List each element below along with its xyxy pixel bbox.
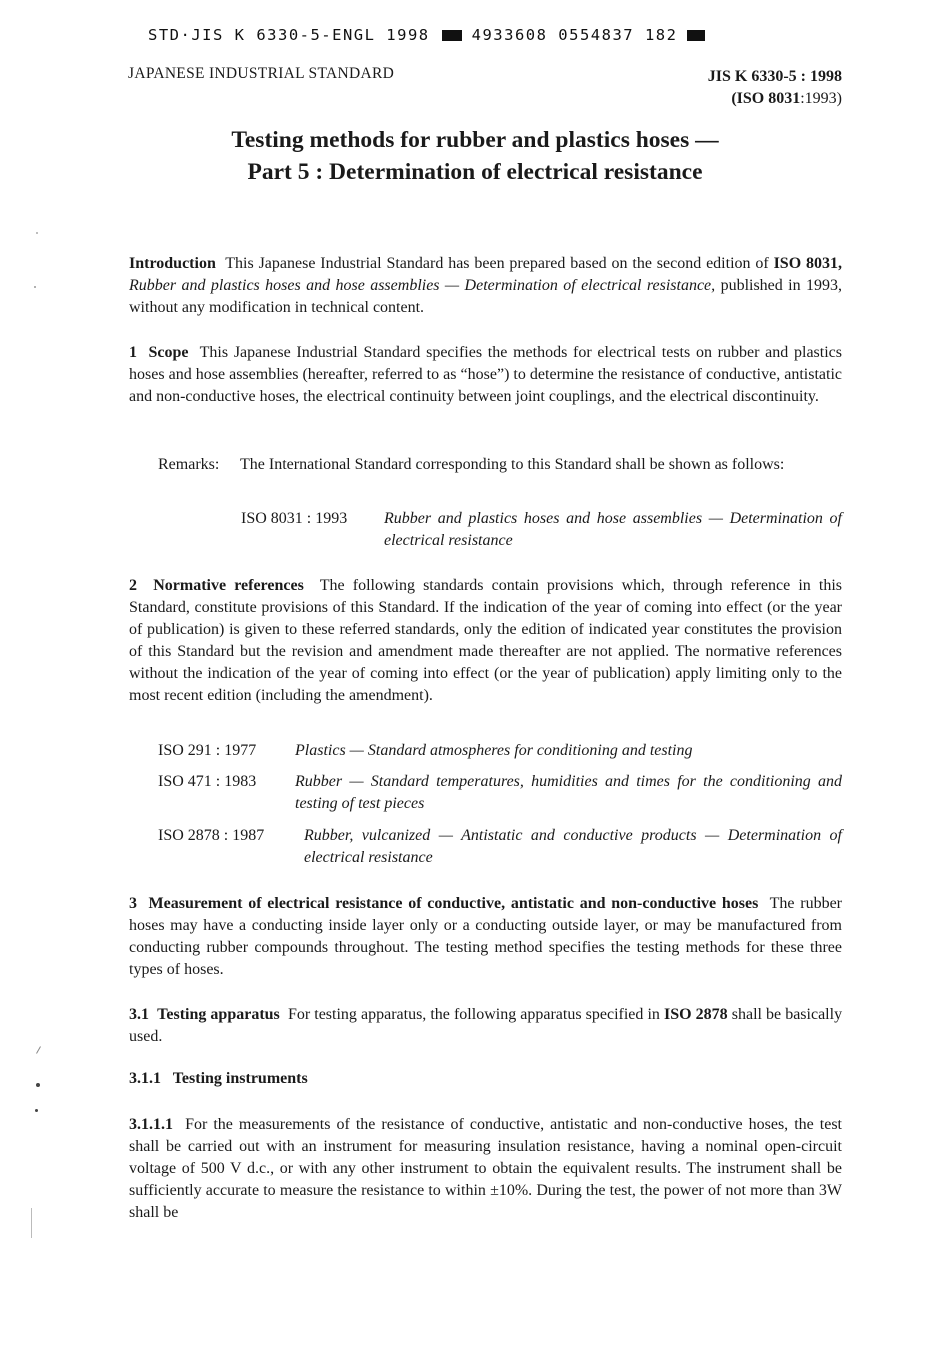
instruments-number: 3.1.1	[129, 1070, 161, 1087]
scan-speck	[36, 1046, 41, 1053]
jis-code: JIS K 6330-5 : 1998	[707, 68, 842, 85]
intro-iso: ISO 8031,	[773, 255, 842, 272]
scope-heading: Scope	[148, 344, 189, 361]
section-testing-apparatus	[129, 1004, 842, 1048]
reference-item	[158, 771, 842, 815]
clause-text: For the measurements of the resistance of conductive, antistatic and non-conductive hoses, the test shall be carried out with an instrument for measuring insulation resistance, having a nominal open-circuit voltage of 500 V d.c., or with any other instrument to obtain the equivalent results. The instrument shall be sufficiently accurate to measure the resistance to within ±10%. During the test, the power of not more than 3W shall be	[129, 1116, 843, 1221]
apparatus-heading: Testing apparatus	[157, 1006, 280, 1023]
clause-3-1-1-1	[129, 1114, 842, 1224]
barcode-block-icon	[687, 30, 705, 41]
normative-number: 2	[129, 577, 137, 594]
remarks-block	[158, 454, 842, 498]
document-title	[0, 124, 950, 188]
scan-header-line	[148, 26, 705, 44]
ref-code: ISO 2878 : 1987	[158, 827, 265, 844]
ref-title: Plastics — Standard atmospheres for conditioning and testing	[295, 742, 693, 759]
ref-code: ISO 471 : 1983	[158, 773, 257, 790]
measurement-number: 3	[129, 895, 137, 912]
scan-speck	[36, 1083, 40, 1087]
scan-id-text: STD·JIS K 6330-5-ENGL 1998	[148, 26, 430, 44]
scan-speck	[35, 1109, 38, 1112]
normative-heading: Normative references	[153, 577, 304, 594]
standard-name: JAPANESE INDUSTRIAL STANDARD	[128, 65, 395, 82]
ref-code: ISO 291 : 1977	[158, 742, 257, 759]
instruments-heading: Testing instruments	[172, 1070, 308, 1087]
title-line-2: Part 5 : Determination of electrical resistance	[247, 159, 703, 185]
remarks-ref-title: Rubber and plastics hoses and hose assemblies — Determination of electrical resistance	[384, 510, 842, 549]
barcode-block-icon	[442, 30, 462, 41]
ref-title: Rubber — Standard temperatures, humidities and times for the conditioning and testing of test pieces	[295, 773, 842, 812]
standard-code	[708, 66, 842, 110]
clause-number: 3.1.1.1	[129, 1116, 173, 1133]
reference-item	[158, 825, 842, 869]
iso-code	[708, 88, 842, 110]
apparatus-text: For testing apparatus, the following apparatus specified in	[287, 1006, 660, 1023]
remarks-ref-code: ISO 8031 : 1993	[241, 510, 348, 527]
intro-text-1: This Japanese Industrial Standard has been prepared based on the second edition of	[225, 255, 769, 272]
title-line-1: Testing methods for rubber and plastics hoses —	[231, 127, 719, 153]
scan-edge-mark	[31, 1208, 32, 1238]
section-scope	[129, 342, 842, 408]
remarks-reference	[241, 508, 842, 552]
introduction-paragraph	[129, 253, 842, 319]
section-testing-instruments	[129, 1070, 308, 1088]
iso-code-number: (ISO 8031	[731, 90, 801, 107]
scope-number: 1	[129, 344, 137, 361]
intro-text-2: published in 1993, without any modification in technical content.	[129, 277, 843, 316]
measurement-heading: Measurement of electrical resistance of conductive, antistatic and non-conductive hoses	[148, 895, 759, 912]
section-normative-references	[129, 575, 842, 707]
scan-speck	[34, 286, 36, 288]
section-measurement	[129, 893, 842, 981]
scan-speck	[36, 232, 38, 234]
apparatus-text-2: shall be basically used.	[129, 1006, 843, 1045]
apparatus-number: 3.1	[129, 1006, 149, 1023]
intro-iso-title: Rubber and plastics hoses and hose assemblies — Determination of electrical resistance,	[129, 277, 716, 294]
remarks-label: Remarks:	[158, 456, 220, 473]
measurement-text: The rubber hoses may have a conducting inside layer only or a conducting outside layer, or may be manufactured from conducting rubber compounds throughout. The testing method specifies the testing methods for these three types of hoses.	[129, 895, 843, 978]
intro-heading: Introduction	[129, 255, 216, 272]
apparatus-iso: ISO 2878	[664, 1006, 728, 1023]
scope-text: This Japanese Industrial Standard specifies the methods for electrical tests on rubber and plastics hoses and hose assemblies (hereafter, referred to as “hose”) to determine the resistance of conductive, antistatic and non-conductive hoses, the electrical continuity between joint couplings, and the electrical discontinuity.	[129, 344, 843, 405]
normative-text: The following standards contain provisions which, through reference in this Standard, constitute provisions of this Standard. If the indication of the year of coming into effect (or the year of publication) is given to these referred standards, only the edition of indicated year constitutes the provision of this Standard but the revision and amendment made thereafter are not applied. The normative references without the indication of the year of coming into effect (or the year of publication) apply limiting only to the most recent edition (including the amendment).	[129, 577, 843, 704]
remarks-text: The International Standard corresponding to this Standard shall be shown as follows:	[240, 456, 785, 473]
reference-item	[158, 740, 842, 762]
scan-number-text: 4933608 0554837 182	[471, 26, 678, 44]
ref-title: Rubber, vulcanized — Antistatic and conductive products — Determination of electrical resistance	[304, 827, 842, 866]
iso-code-year: :1993)	[800, 90, 842, 107]
